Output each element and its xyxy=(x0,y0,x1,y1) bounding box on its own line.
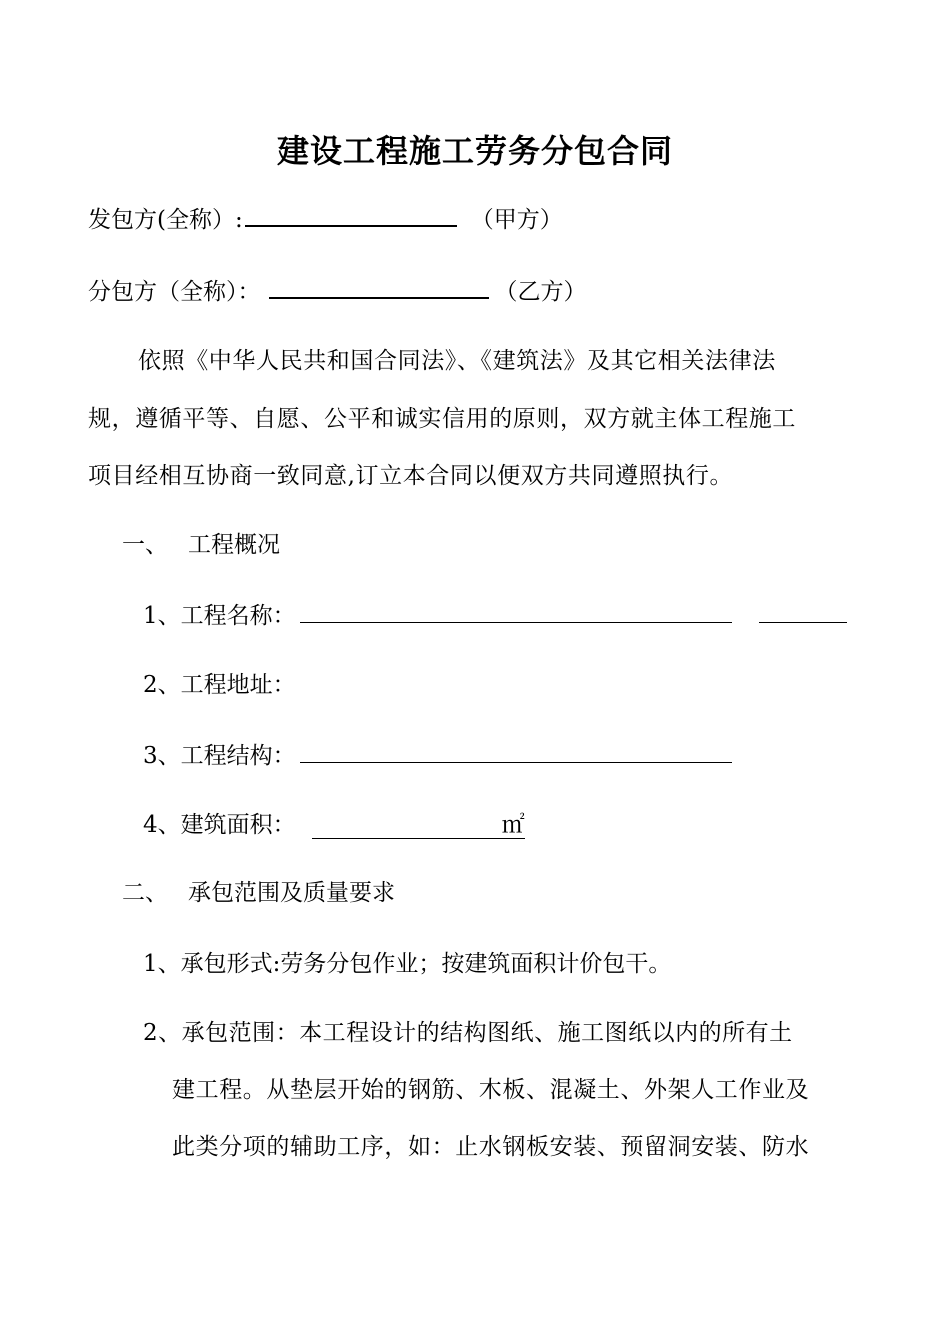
item-number: 1、 xyxy=(143,951,181,977)
contract-form-text: 承包形式:劳务分包作业；按建筑面积计价包干。 xyxy=(180,951,672,977)
project-structure-label: 工程结构： xyxy=(180,743,296,769)
building-area-line xyxy=(143,810,525,840)
section-1-number: 一、 xyxy=(122,532,168,558)
contract-scope-text-1: 承包范围：本工程设计的结构图纸、施工图纸以内的所有土 xyxy=(181,1020,793,1046)
area-unit: ㎡ xyxy=(501,812,525,838)
project-address-line xyxy=(143,670,296,700)
party-b-suffix: （乙方） xyxy=(494,279,587,305)
item-number: 3、 xyxy=(143,743,181,769)
section-1-heading xyxy=(122,530,280,560)
project-name-line xyxy=(143,600,847,631)
project-structure-blank[interactable] xyxy=(300,740,732,763)
contract-scope-line-1 xyxy=(143,1018,793,1048)
party-a-label: 发包方(全称）: xyxy=(88,207,243,233)
contract-scope-line-2: 建工程。从垫层开始的钢筋、木板、混凝土、外架人工作业及 xyxy=(172,1077,810,1103)
item-number: 1、 xyxy=(143,603,181,629)
document-title: 建设工程施工劳务分包合同 xyxy=(276,132,673,170)
party-b-label: 分包方（全称）： xyxy=(88,279,261,305)
contract-form-line xyxy=(143,949,671,979)
item-number: 2、 xyxy=(143,1020,182,1046)
party-a-blank[interactable] xyxy=(245,203,457,227)
section-1-title: 工程概况 xyxy=(188,532,280,558)
project-name-blank-extra[interactable] xyxy=(759,600,847,623)
item-number: 2、 xyxy=(143,672,181,698)
project-structure-line xyxy=(143,740,732,771)
project-name-blank[interactable] xyxy=(300,600,732,623)
preamble-line-1: 依照《中华人民共和国合同法》、《建筑法》及其它相关法律法 xyxy=(138,348,776,374)
preamble-line-3: 项目经相互协商一致同意,订立本合同以便双方共同遵照执行。 xyxy=(88,463,734,489)
project-address-label: 工程地址： xyxy=(180,672,296,698)
section-2-heading xyxy=(122,878,395,908)
party-a-line xyxy=(88,203,563,235)
preamble-line-2: 规，遵循平等、自愿、公平和诚实信用的原则，双方就主体工程施工 xyxy=(88,406,796,432)
section-2-title: 承包范围及质量要求 xyxy=(188,880,395,906)
project-name-label: 工程名称： xyxy=(180,603,296,629)
party-a-suffix: （甲方） xyxy=(470,207,563,233)
party-b-blank[interactable] xyxy=(269,275,489,299)
building-area-field[interactable] xyxy=(312,812,525,839)
party-b-line xyxy=(88,275,587,307)
section-2-number: 二、 xyxy=(122,880,168,906)
contract-scope-line-3: 此类分项的辅助工序，如：止水钢板安装、预留洞安装、防水 xyxy=(172,1134,810,1160)
building-area-label: 建筑面积： xyxy=(180,812,296,838)
item-number: 4、 xyxy=(143,812,181,838)
